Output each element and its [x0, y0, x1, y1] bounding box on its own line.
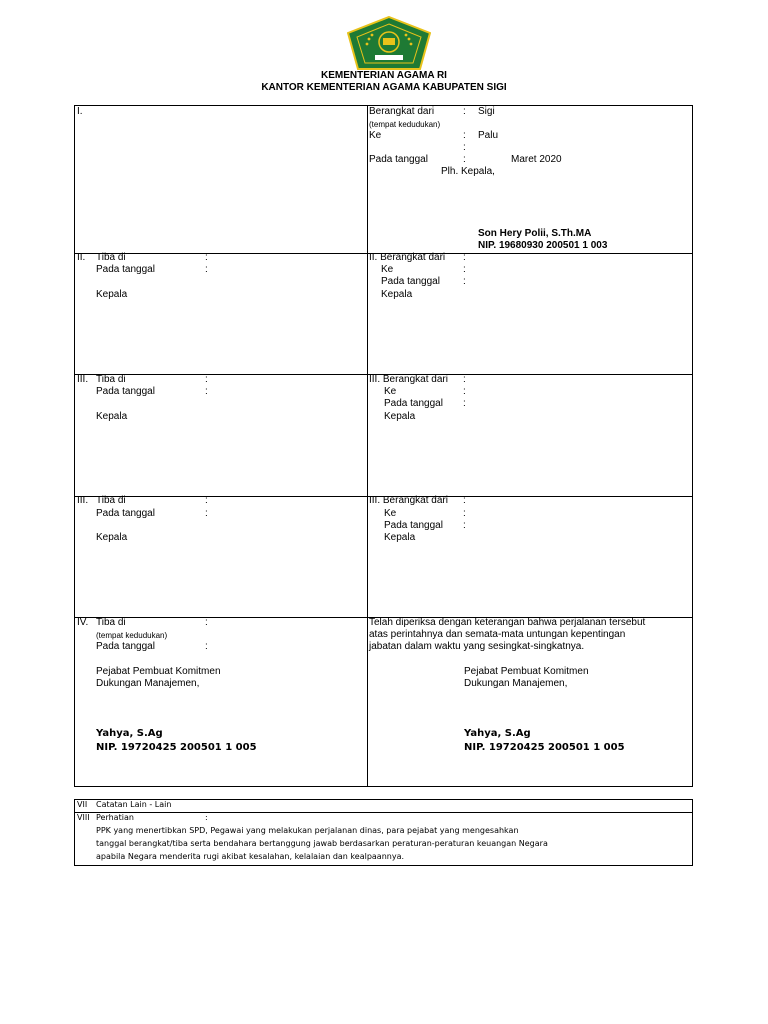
sec1-berangkat-value: Sigi: [478, 106, 495, 117]
sec4-colon: :: [205, 617, 208, 628]
sec2-ke-label: Ke: [381, 264, 394, 275]
sec3a-pada-tanggal-label: Pada tanggal: [96, 386, 155, 397]
sec4-r-signer-nip: NIP. 19720425 200501 1 005: [464, 742, 625, 753]
sec1-colon: :: [463, 130, 466, 141]
sec3b-colon: :: [463, 520, 466, 531]
sec1-tempat-note: (tempat kedudukan): [369, 120, 441, 129]
sec2-colon: :: [205, 264, 208, 275]
header-line-2: KANTOR KEMENTERIAN AGAMA KABUPATEN SIGI: [261, 82, 507, 93]
sec2-colon: :: [463, 264, 466, 275]
sec2-pada-tanggal-label: Pada tanggal: [96, 264, 155, 275]
sec4-pejabat-line1: Pejabat Pembuat Komitmen: [96, 666, 221, 677]
sec1-signer-nip: NIP. 19680930 200501 1 003: [478, 240, 608, 251]
row-divider-5: [75, 786, 692, 787]
sec3a-colon: :: [205, 386, 208, 397]
sec2-tiba-label: Tiba di: [96, 252, 126, 263]
sec2-colon: :: [463, 252, 466, 263]
sec4-r-pejabat-line1: Pejabat Pembuat Komitmen: [464, 666, 589, 677]
sec8-number: VIII: [77, 813, 90, 822]
sec7-number: VII: [77, 800, 88, 809]
sec1-berangkat-label: Berangkat dari: [369, 106, 435, 117]
sec3b-berangkat-label: III. Berangkat dari: [369, 495, 448, 506]
sec3a-berangkat-label: III. Berangkat dari: [369, 374, 448, 385]
sec3b-colon: :: [463, 508, 466, 519]
sec3b-pada-tanggal-label: Pada tanggal: [96, 508, 155, 519]
sec3b-colon: :: [205, 495, 208, 506]
sec8-text-2: tanggal berangkat/tiba serta bendahara bertanggung jawab berdasarkan peraturan-peraturan keuangan Negara: [96, 839, 548, 848]
sec4-r-signer-name: Yahya, S.Ag: [464, 728, 531, 739]
sec1-colon: :: [463, 154, 466, 165]
sec3a-colon: :: [463, 398, 466, 409]
sec3a-colon: :: [205, 374, 208, 385]
sec3a-r-pada-tanggal: Pada tanggal: [384, 398, 443, 409]
sec2-kepala: Kepala: [96, 289, 128, 300]
header-line-1: KEMENTERIAN AGAMA RI: [321, 70, 447, 81]
sec2-colon: :: [205, 252, 208, 263]
sec1-signer-name: Son Hery Polii, S.Th.MA: [478, 228, 592, 239]
sec2-berangkat-label: II. Berangkat dari: [369, 252, 446, 263]
sec2-colon: :: [463, 276, 466, 287]
sec2-number: II.: [77, 252, 86, 263]
sec1-ke-value: Palu: [478, 130, 499, 141]
sec4-check-text-3: jabatan dalam waktu yang sesingkat-singkatnya.: [369, 641, 585, 652]
sec3a-ke-label: Ke: [384, 386, 397, 397]
sec4-colon: :: [205, 641, 208, 652]
sec8-text-3: apabila Negara menderita rugi akibat kesalahan, kelalaian dan kealpaannya.: [96, 852, 405, 861]
sec1-number: I.: [77, 106, 83, 117]
sec7-label: Catatan Lain - Lain: [96, 800, 172, 809]
ministry-logo: [347, 16, 431, 70]
sec4-r-pejabat-line2: Dukungan Manajemen,: [464, 678, 568, 689]
sec3b-ke-label: Ke: [384, 508, 397, 519]
sec3b-r-kepala: Kepala: [384, 532, 416, 543]
sec8-text-1: PPK yang menertibkan SPD, Pegawai yang melakukan perjalanan dinas, para pejabat yang mengesahkan: [96, 826, 519, 835]
sec4-pada-tanggal-label: Pada tanggal: [96, 641, 155, 652]
sec3b-colon: :: [463, 495, 466, 506]
sec1-pada-tanggal-value: Maret 2020: [511, 154, 562, 165]
sec1-pada-tanggal-label: Pada tanggal: [369, 154, 428, 165]
sec4-signer-nip: NIP. 19720425 200501 1 005: [96, 742, 257, 753]
sec3a-number: III.: [77, 374, 89, 385]
sec2-r-pada-tanggal: Pada tanggal: [381, 276, 440, 287]
sec2-r-kepala: Kepala: [381, 289, 413, 300]
sec8-label: Perhatian: [96, 813, 134, 822]
sec3a-kepala: Kepala: [96, 411, 128, 422]
sec3b-kepala: Kepala: [96, 532, 128, 543]
sec3b-tiba-label: Tiba di: [96, 495, 126, 506]
sec4-pejabat-line2: Dukungan Manajemen,: [96, 678, 200, 689]
sec3a-tiba-label: Tiba di: [96, 374, 126, 385]
sec3a-r-kepala: Kepala: [384, 411, 416, 422]
sec4-tiba-label: Tiba di: [96, 617, 126, 628]
sec3b-r-pada-tanggal: Pada tanggal: [384, 520, 443, 531]
sec1-ke-label: Ke: [369, 130, 382, 141]
sec3b-number: III.: [77, 495, 89, 506]
sec4-check-text-2: atas perintahnya dan semata-mata untungan kepentingan: [369, 629, 626, 640]
sec3b-colon: :: [205, 508, 208, 519]
sec3a-colon: :: [463, 374, 466, 385]
sec4-number: IV.: [77, 617, 89, 628]
sec8-colon: :: [205, 813, 208, 822]
sec3a-colon: :: [463, 386, 466, 397]
sec4-signer-name: Yahya, S.Ag: [96, 728, 163, 739]
sec1-plh-kepala: Plh. Kepala,: [441, 166, 495, 177]
sec1-colon: :: [463, 142, 466, 153]
sec4-tempat-note: (tempat kedudukan): [96, 631, 168, 640]
sec1-colon: :: [463, 106, 466, 117]
sec4-check-text-1: Telah diperiksa dengan keterangan bahwa perjalanan tersebut: [369, 617, 646, 628]
column-divider: [367, 106, 368, 786]
